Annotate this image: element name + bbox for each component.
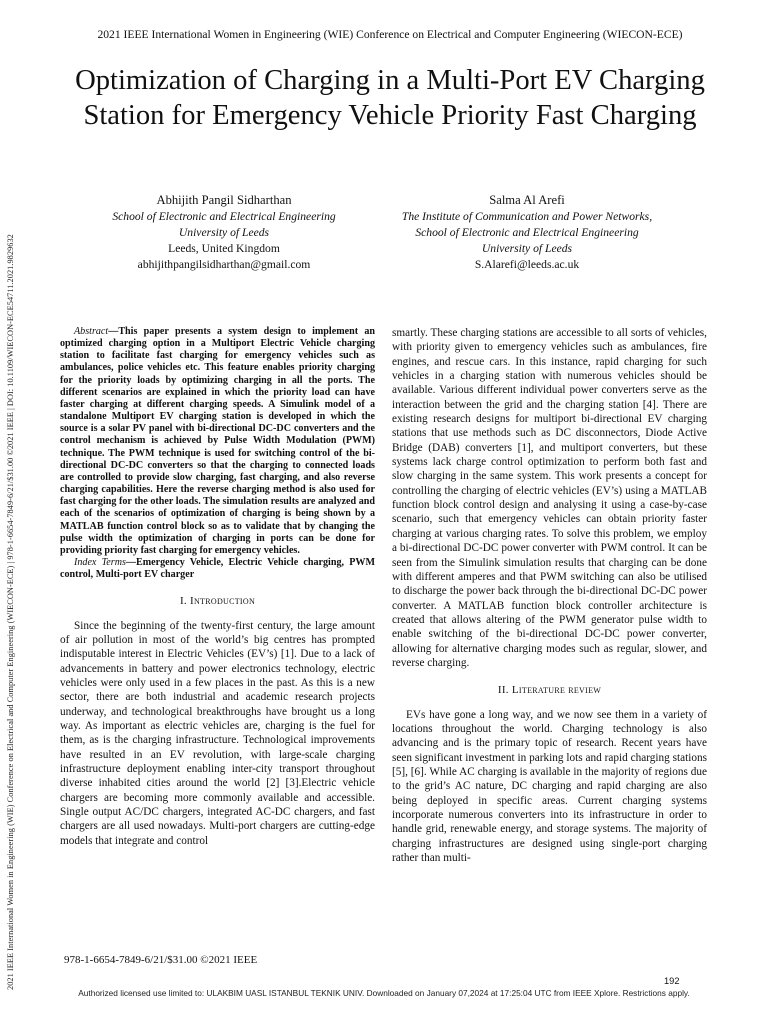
- right-column: [392, 326, 707, 865]
- paper-title: Optimization of Charging in a Multi-Port EV Charging Station for Emergency Vehicle Priority Fast Charging: [75, 65, 705, 131]
- author-affiliation: School of Electronic and Electrical Engineering: [415, 226, 639, 239]
- introduction-continuation: smartly. These charging stations are accessible to all sorts of vehicles, with priority given to emergency vehicles such as ambulances, fire engines, and rescue cars. In this instance, rapid charging for such vehicles in a charging station with numerous vehicles should be available. Various different individual power converters serve as the interaction between the grid and the charging station [4]. There are existing research designs for multiport bi-directional EV charging stations that use methods such as DC disconnectors, Diode Active Bridge (DAB) converters [1], and multiport converters, but these systems lack charge control optimization to perform both fast and slow charging in the same system. This work presents a concept for controlling the charging of electric vehicles (EV’s) using a MATLAB function block control design and analysing it using a case-by-case scenario, such that emergency vehicles can obtain priority faster charging at various charging rates. To solve this problem, we employ a bi-directional DC-DC power converter with PWM control. It can be seen from the Simulink simulation results that charging can be done with different amperes and that PWM switching can also be utilised to discharge the power back through the bi-directional DC-DC power converter. A MATLAB function block controller architecture is created that allows altering of the PWM generator pulse width to enable switching of the bi-directional DC-DC power converter, allowing for alternative charging modes such as regular, slower, and reverse charging.: [392, 327, 707, 669]
- author-affiliation: University of Leeds: [481, 242, 573, 255]
- abstract-lead: Abstract: [74, 326, 109, 337]
- author-name: Salma Al Arefi: [489, 193, 565, 207]
- index-terms-lead: Index Terms: [74, 556, 126, 568]
- copyright-footnote: 978-1-6654-7849-6/21/$31.00 ©2021 IEEE: [64, 954, 258, 966]
- author-location: Leeds, United Kingdom: [168, 242, 280, 255]
- doi-side-strip: 2021 IEEE International Women in Engineering (WIE) Conference on Electrical and Computer Engineering (WIECON-ECE) | 978-1-6654-7849-6/21/$31.00 ©2021 IEEE | DOI: 10.1109/WIECON-ECE54711.2021.9829632: [6, 234, 15, 990]
- section-heading-introduction: I. Introduction: [179, 595, 256, 608]
- page-number: 192: [664, 976, 680, 986]
- abstract: [60, 326, 375, 557]
- index-terms-text: —Emergency Vehicle, Electric Vehicle charging, PWM control, Multi-port EV charger: [60, 556, 375, 581]
- author-block-1: [72, 192, 376, 273]
- author-name: Abhijith Pangil Sidharthan: [156, 193, 292, 207]
- license-notice: Authorized licensed use limited to: ULAKBIM UASL ISTANBUL TEKNIK UNIV. Downloaded on January 07,2024 at 17:25:04 UTC from IEEE Xplore. Restrictions apply.: [78, 988, 690, 998]
- author-affiliation: University of Leeds: [178, 226, 270, 239]
- literature-review-paragraph: EVs have gone a long way, and we now see them in a variety of locations throughout the world. Charging technology is also advancing and is the primary topic of research. Recent years have seen significant investment in parking lots and rapid charging stations [5], [6]. While AC charging is available in the majority of regions due to the grid’s AC nature, DC charging and rapid charging are also being deployed in specific areas. Current charging systems incorporate numerous converters into its infrastructure in order to handle grid, renewable energy, and storage systems. The majority of charging infrastructures are designed using single-port charging rather than multi-: [392, 708, 707, 865]
- introduction-paragraph: Since the beginning of the twenty-first century, the large amount of air pollution in most of the world’s big centres has prompted indisputable interest in Electric Vehicles (EV’s) [1]. Due to a lack of advancements in battery and power electronics technology, electric vehicles were only used in a few places in the past. As this is a new sector, there are both industrial and academic research projects underway, and technological breakthroughs have brought us a long way. As important as electric vehicles are, charging is the fuel for them, as is the charging infrastructure. Technological improvements have resulted in an EV revolution, with large-scale charging infrastructure deployment enabling inter-city transport throughout diverse inhabited cities around the world [2] [3].Electric vehicle chargers are becoming more commonly available and accessible. Single output AC/DC chargers, integrated AC-DC chargers, and fast chargers are all used nowadays. Multi-port chargers are cutting-edge models that integrate and control: [60, 619, 375, 847]
- author-affiliation: The Institute of Communication and Power Networks,: [401, 210, 653, 223]
- section-heading-literature-review: II. Literature review: [497, 684, 602, 697]
- author-affiliation: School of Electronic and Electrical Engineering: [112, 210, 336, 223]
- conference-header: 2021 IEEE International Women in Engineering (WIE) Conference on Electrical and Computer Engineering (WIECON-ECE): [97, 28, 683, 41]
- left-column: [60, 326, 375, 848]
- author-email: abhijithpangilsidharthan@gmail.com: [137, 258, 311, 271]
- abstract-text: —This paper presents a system design to implement an optimized charging option in a Multiport Electric Vehicle charging station to facilitate fast charging for emergency vehicles such as ambulances, police vehicles etc. This feature enables priority charging for the priority loads by optimizing charging in all the ports. The different scenarios are explained in which the priority load can have faster charging at different charging speeds. A Simulink model of a standalone Multiport EV charging station is developed in which the source is a solar PV panel with bi-directional DC-DC converters and the control mechanism is achieved by Pulse Width Modulation (PWM) technique. The PWM technique is used for switching control of the bi-directional DC-DC converters so that the charging to connected loads are controlled to provide slow charging, fast charging, and also reverse charging capabilities. Here the reverse charging method is also used for fast charging for the other loads. The simulation results are analyzed and each of the scenarios of optimization of charging is being shown by a MATLAB function control block so as to validate that by changing the pulse width the optimization of charging in ports can be done for providing priority fast charging for emergency vehicles.: [60, 326, 375, 556]
- author-email: S.Alarefi@leeds.ac.uk: [474, 258, 580, 271]
- author-block-2: [382, 192, 672, 273]
- index-terms: [60, 557, 375, 581]
